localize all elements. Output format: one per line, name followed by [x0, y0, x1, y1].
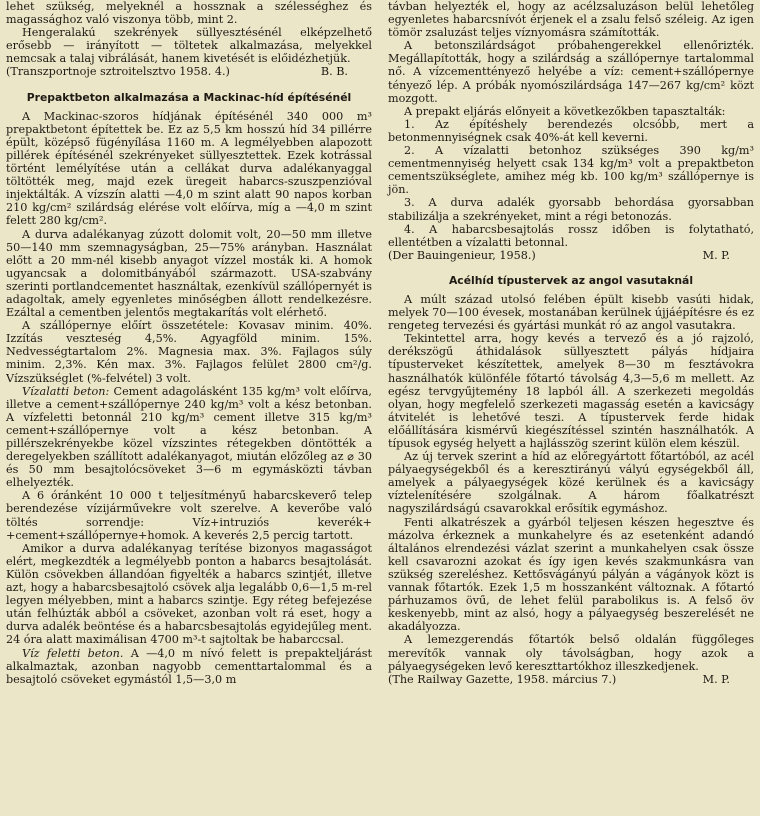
- intro-paragraph-1: lehet szükség, melyeknél a hossznak a szélességhez és magassághoz való viszonya több, mint 2.: [6, 0, 372, 27]
- signature-1: M. P.: [702, 248, 730, 262]
- article-paragraph: A betonszilárdságot próbahengerekkel ellenőrizték. Megállapították, hogy a szilárdság a szállópernye tartalommal nő. A vízcementtényező helyébe a víz: cement+szállópernye tényező lép. A próbák nyomószilárdsága 147—267 kg/cm² közt mozgott.: [388, 39, 754, 105]
- list-item: 4. A habarcsbesajtolás rossz időben is folytatható, ellentétben a vízalatti betonnal.: [388, 222, 754, 249]
- article-paragraph: Az új tervek szerint a híd az előregyártott főtartóból, az acél pályaegységekből és a keresztirányú vályú egységekből áll, amelyek a pályaegységek közé kerülnek és a kavicságy víztelenítésére szolgálnak. A három főalkatrészt nagyszilárdságú csavarokkal erősítik egymáshoz.: [388, 450, 754, 516]
- list-item: 3. A durva adalék gyorsabb behordása gyorsabban stabilizálja a szekrényeket, mint a régi betonozás.: [388, 196, 754, 223]
- source-1: (Der Bauingenieur, 1958.): [388, 248, 536, 262]
- source-2: (The Railway Gazette, 1958. március 7.): [388, 672, 617, 686]
- article-title-prepaktbeton: Prepaktbeton alkalmazása a Mackinac-híd építésénél: [26, 90, 352, 104]
- intro-signature: B. B.: [320, 65, 348, 79]
- vizalatti-lead: Vízalatti beton:: [22, 384, 110, 398]
- vizfeletti-paragraph: [6, 647, 372, 686]
- signature-2: M. P.: [702, 672, 730, 686]
- vizalatti-text: Cement adagolásként 135 kg/m³ volt előírva, illetve a cement+szállópernye 240 kg/m³ volt a kész betonban. A vízfeletti betonnál 210 kg/m³ cement illetve 315 kg/m³ cement+szállópernye volt a kész betonban. A pillérszekrényekbe közel vízszintes rétegekben döntötték a deregelyekben szállított adalékanyagot, miután előzőleg az ⌀ 30 és 50 mm besajtolócsöveket 3—6 m egymásközti távban elhelyezték.: [6, 384, 372, 490]
- article-paragraph: Fenti alkatrészek a gyárból teljesen készen hegesztve és mázolva érkeznek a munkahelyre és az esetenként adandó általános elrendezési vázlat szerint a munkahelyen csak össze kell csavarozni azokat és így igen kevés szakmunkásra van szükség szereléshez. Kettősvágányú pályán a vágányok közt is vannak főtartók. Ezek 1,5 m hosszanként változnak. A főtartó párhuzamos övű, de lehet felül parabolikus is. A felső öv keskenyebb, mint az alsó, hogy a pályaegység beszerelését ne akadályozza.: [388, 515, 754, 634]
- intro-source-line: [6, 65, 372, 78]
- article-paragraph: A prepakt eljárás előnyeit a következőkben tapasztalták:: [404, 104, 726, 118]
- article-paragraph: A durva adalékanyag zúzott dolomit volt, 20—50 mm illetve 50—140 mm szemnagyságban, 25—75% arányban. Használat előtt a 20 mm-nél kisebb anyagot vízzel mosták ki. A homok ugyancsak a dolomitbányából származott. USA-szabvány szerinti portlandcementet használtak, ezenkívül szállópernyét is adagoltak, amely egyenletes minőségben állott rendelkezésre. Ezáltal a cementben jelentős megtakarítás volt elérhető.: [6, 227, 372, 320]
- vizfeletti-text: A —4,0 m nívó felett is prepakteljárást alkalmaztak, azonban nagyobb cementtartalommal és a besajtoló csöveket egymástól 1,5—3,0 m: [6, 646, 373, 686]
- vizalatti-paragraph: [6, 385, 372, 490]
- source-line-1: [388, 249, 754, 262]
- article-paragraph: Tekintettel arra, hogy kevés a tervező és a jó rajzoló, derékszögű áthidalások süllyesztett pályás hídjaira típusterveket készítettek, amelyek 8—30 m fesztávokra használhatók különféle főtartó távolság 4,3—5,6 m mellett. Az egész tervgyűjtemény 18 lapból áll. A szerkezeti megoldás olyan, hogy megfelelő szerkezeti magasság esetén a kavicságy átvitelét is lehetővé teszi. A típustervek ferde hidak előállítására kismérvű kiegészítéssel szintén használhatók. A típusok egység helyett a hajlásszög szerint külön elem készül.: [388, 332, 754, 450]
- article-paragraph: A múlt század utolsó felében épült kisebb vasúti hidak, melyek 70—100 évesek, mostanában kerülnek újjáépítésre és ez rengeteg tervezési és gyártási munkát ró az angol vasutakra.: [388, 292, 754, 333]
- article-paragraph: A lemezgerendás főtartók belső oldalán függőleges merevítők vannak oly távolságban, hogy azok a pályaegységeken levő kereszttartókhoz illeszkedjenek.: [388, 633, 754, 673]
- left-column: [6, 0, 372, 686]
- article-title-acelhid: Acélhíd típustervek az angol vasutaknál: [448, 273, 694, 287]
- right-column: [388, 0, 754, 686]
- article-paragraph: távban helyezték el, hogy az acélzsaluzáson belül lehetőleg egyenletes habarcsnívót érjenek el a zsalu felső széleig. Az igen tömör zsaluzást teljes víznyomásra számították.: [388, 0, 754, 40]
- article-paragraph: A Mackinac-szoros hídjának építésénél 340 000 m³ prepaktbetont építettek be. Ez az 5,5 km hosszú híd 34 pillérre épült, középső fügényílása 1160 m. A legmélyebben alapozott pillérek építésénél szekrényeket süllyesztettek. Ezek kotrással történt lemélyítése után a cellákat durva adalékanyaggal töltötték meg, majd ezek üregeit habarcs-szuszpenzióval injektálták. A vízszín alatti —4,0 m szint alatt 90 napos korban 210 kg/cm² szilárdság elérése volt előírva, míg a —4,0 m szint felett 280 kg/cm².: [6, 109, 372, 228]
- advantages-list: [388, 118, 754, 249]
- list-item: 1. Az építéshely berendezés olcsóbb, mert a betonmennyiségnek csak 40%-át kell keverni.: [388, 117, 754, 144]
- intro-source: (Transzportnoje sztroitelsztvo 1958. 4.): [6, 65, 230, 79]
- intro-paragraph-2: Hengeralakú szekrények süllyesztésénél elképzelhető erősebb — irányított — töltetek alkalmazása, melyekkel nemcsak a talaj vibrálását, hanem kivetését is előidézhetjük.: [6, 26, 372, 66]
- source-line-2: [388, 673, 754, 686]
- article-paragraph: A 6 óránként 10 000 t teljesítményű habarcskeverő telep berendezése vízijárművekre volt szerelve. A keverőbe való töltés sorrendje: Víz+intruziós keverék+ +cement+szállópernye+homok. A keverés 2,5 percig tartott.: [6, 489, 372, 542]
- vizfeletti-lead: Víz feletti beton.: [22, 646, 124, 660]
- list-item: 2. A vízalatti betonhoz szükséges 390 kg/m³ cementmennyiség helyett csak 134 kg/m³ volt a prepaktbeton cementszükséglete, amihez még kb. 100 kg/m³ szállópernye is jön.: [388, 144, 754, 197]
- article-paragraph: A szállópernye előírt összetétele: Kovasav minim. 40%. Izzítás veszteség 4,5%. Agyagföld minim. 15%. Nedvességtartalom 2%. Magnesia max. 3%. Fajlagos súly minim. 2,3%. Kén max. 3%. Fajlagos felület 2800 cm²/g. Vízszükséglet (%-felvétel) 3 volt.: [6, 319, 372, 385]
- article-paragraph: Amikor a durva adalékanyag terítése bizonyos magasságot elért, megkezdték a legmélyebb ponton a habarcs besajtolását. Külön csövekben állandóan figyelték a habarcs szintjét, illetve azt, hogy a habarcsbesajtoló csövek alja legalább 0,6—1,5 m-rel legyen mélyebben, mint a habarcs szintje. Egy réteg befejezése után felhúzták abból a csöveket, azonban volt rá eset, hogy a durva adalék beöntése és a habarcsbesajtolás egyidejűleg ment. 24 óra alatt maximálisan 4700 m³-t sajtoltak be habarccsal.: [6, 541, 372, 647]
